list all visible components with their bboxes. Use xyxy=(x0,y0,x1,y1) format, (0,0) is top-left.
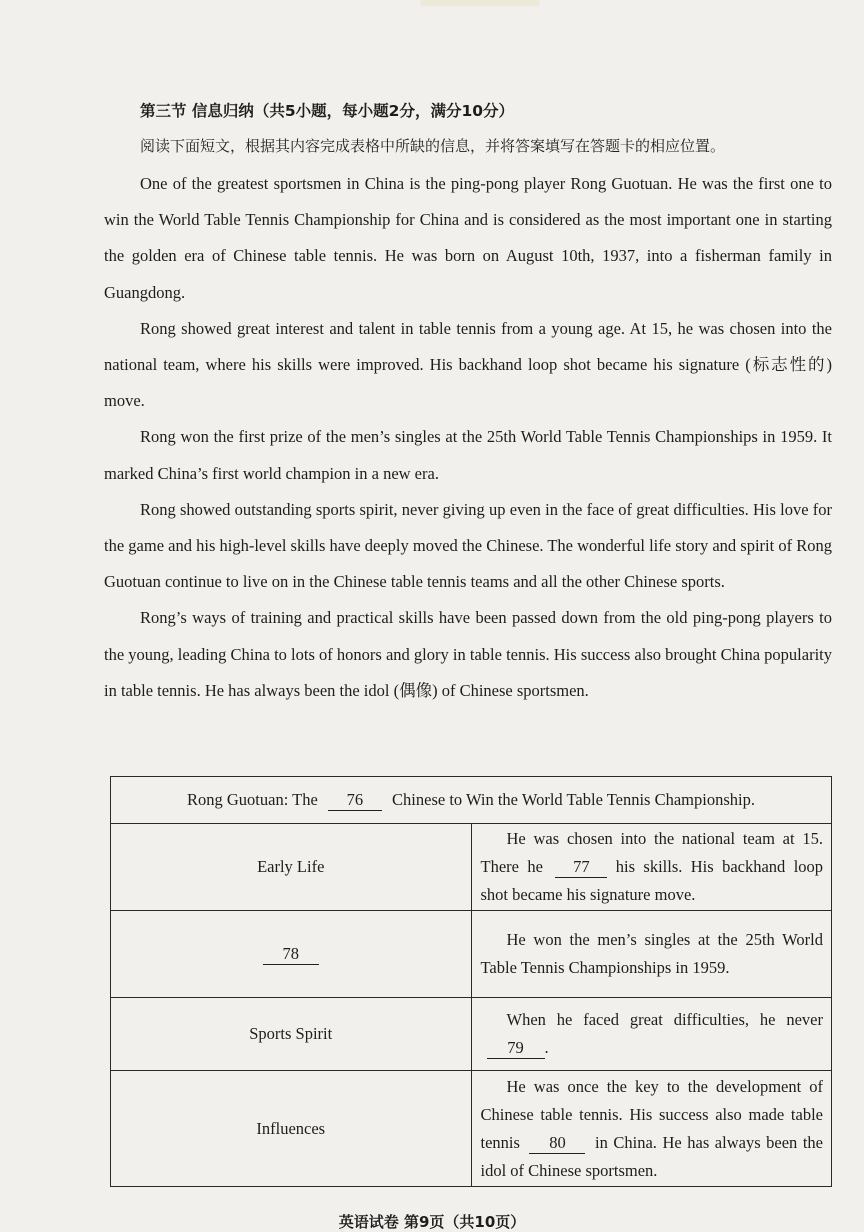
header-text-before: Rong Guotuan: The xyxy=(187,789,318,809)
row-text-after: . xyxy=(544,1038,549,1057)
row-label: Influences xyxy=(111,1071,472,1187)
section-instruction: 阅读下面短文，根据其内容完成表格中所缺的信息，并将答案填写在答题卡的相应位置。 xyxy=(140,137,726,155)
row-label: Early Life xyxy=(111,824,472,911)
row-text: He won the men’s singles at the 25th World Table Tennis Championships in 1959. xyxy=(480,930,823,977)
passage-paragraph: Rong won the first prize of the men’s singles at the 25th World Table Tennis Championships in 1959. It marked China’s first world champion in a new era. xyxy=(104,427,832,483)
row-content xyxy=(471,911,832,998)
passage-paragraph: Rong showed outstanding sports spirit, never giving up even in the face of great difficulties. His love for the game and his high-level skills have deeply moved the Chinese. The wonderful life story and spirit of Rong Guotuan continue to live on in the Chinese table tennis teams and all the other Chinese sports. xyxy=(104,499,832,592)
blank-77[interactable]: 77 xyxy=(555,857,607,878)
paper-stain xyxy=(420,0,540,6)
table-header-cell xyxy=(111,777,832,824)
table-row xyxy=(111,911,832,998)
table-row xyxy=(111,824,832,911)
table-header-row xyxy=(111,777,832,824)
row-content xyxy=(471,998,832,1071)
reading-passage xyxy=(104,166,832,709)
row-text-before: He was chosen into the national team at 15. There he xyxy=(480,829,823,876)
row-content xyxy=(471,824,832,911)
passage-paragraph: Rong’s ways of training and practical skills have been passed down from the old ping-pong players to the young, leading China to lots of honors and glory in table tennis. His success also brought China popularity in table tennis. He has always been the idol (偶像) of Chinese sportsmen. xyxy=(104,608,832,700)
row-text-after: his skills. His backhand loop shot became his signature move. xyxy=(480,857,824,904)
table-row xyxy=(111,1071,832,1187)
row-label xyxy=(111,911,472,998)
header-text-after: Chinese to Win the World Table Tennis Championship. xyxy=(392,789,755,809)
row-text-before: When he faced great difficulties, he never xyxy=(506,1010,823,1029)
blank-76[interactable]: 76 xyxy=(328,790,382,811)
blank-79[interactable]: 79 xyxy=(487,1038,545,1059)
row-text-after: in China. He has always been the idol of Chinese sportsmen. xyxy=(480,1132,824,1180)
table-row xyxy=(111,998,832,1071)
page-footer: 英语试卷 第9页（共10页） xyxy=(338,1213,526,1231)
blank-78[interactable]: 78 xyxy=(263,944,319,965)
row-content xyxy=(471,1071,832,1187)
passage-paragraph: Rong showed great interest and talent in table tennis from a young age. At 15, he was chosen into the national team, where his skills were improved. His backhand loop shot became his signature (标志性的) move. xyxy=(104,318,832,411)
row-label: Sports Spirit xyxy=(111,998,472,1071)
summary-table xyxy=(110,776,832,1187)
blank-80[interactable]: 80 xyxy=(529,1133,585,1154)
row-text-before: He was once the key to the development of Chinese table tennis. His success also made table tennis xyxy=(480,1076,823,1152)
section-title: 第三节 信息归纳（共5小题，每小题2分，满分10分） xyxy=(140,102,515,120)
passage-paragraph: One of the greatest sportsmen in China is the ping-pong player Rong Guotuan. He was the first one to win the World Table Tennis Championship for China and is considered as the most important one in starting the golden era of Chinese table tennis. He was born on August 10th, 1937, into a fisherman family in Guangdong. xyxy=(104,174,832,302)
